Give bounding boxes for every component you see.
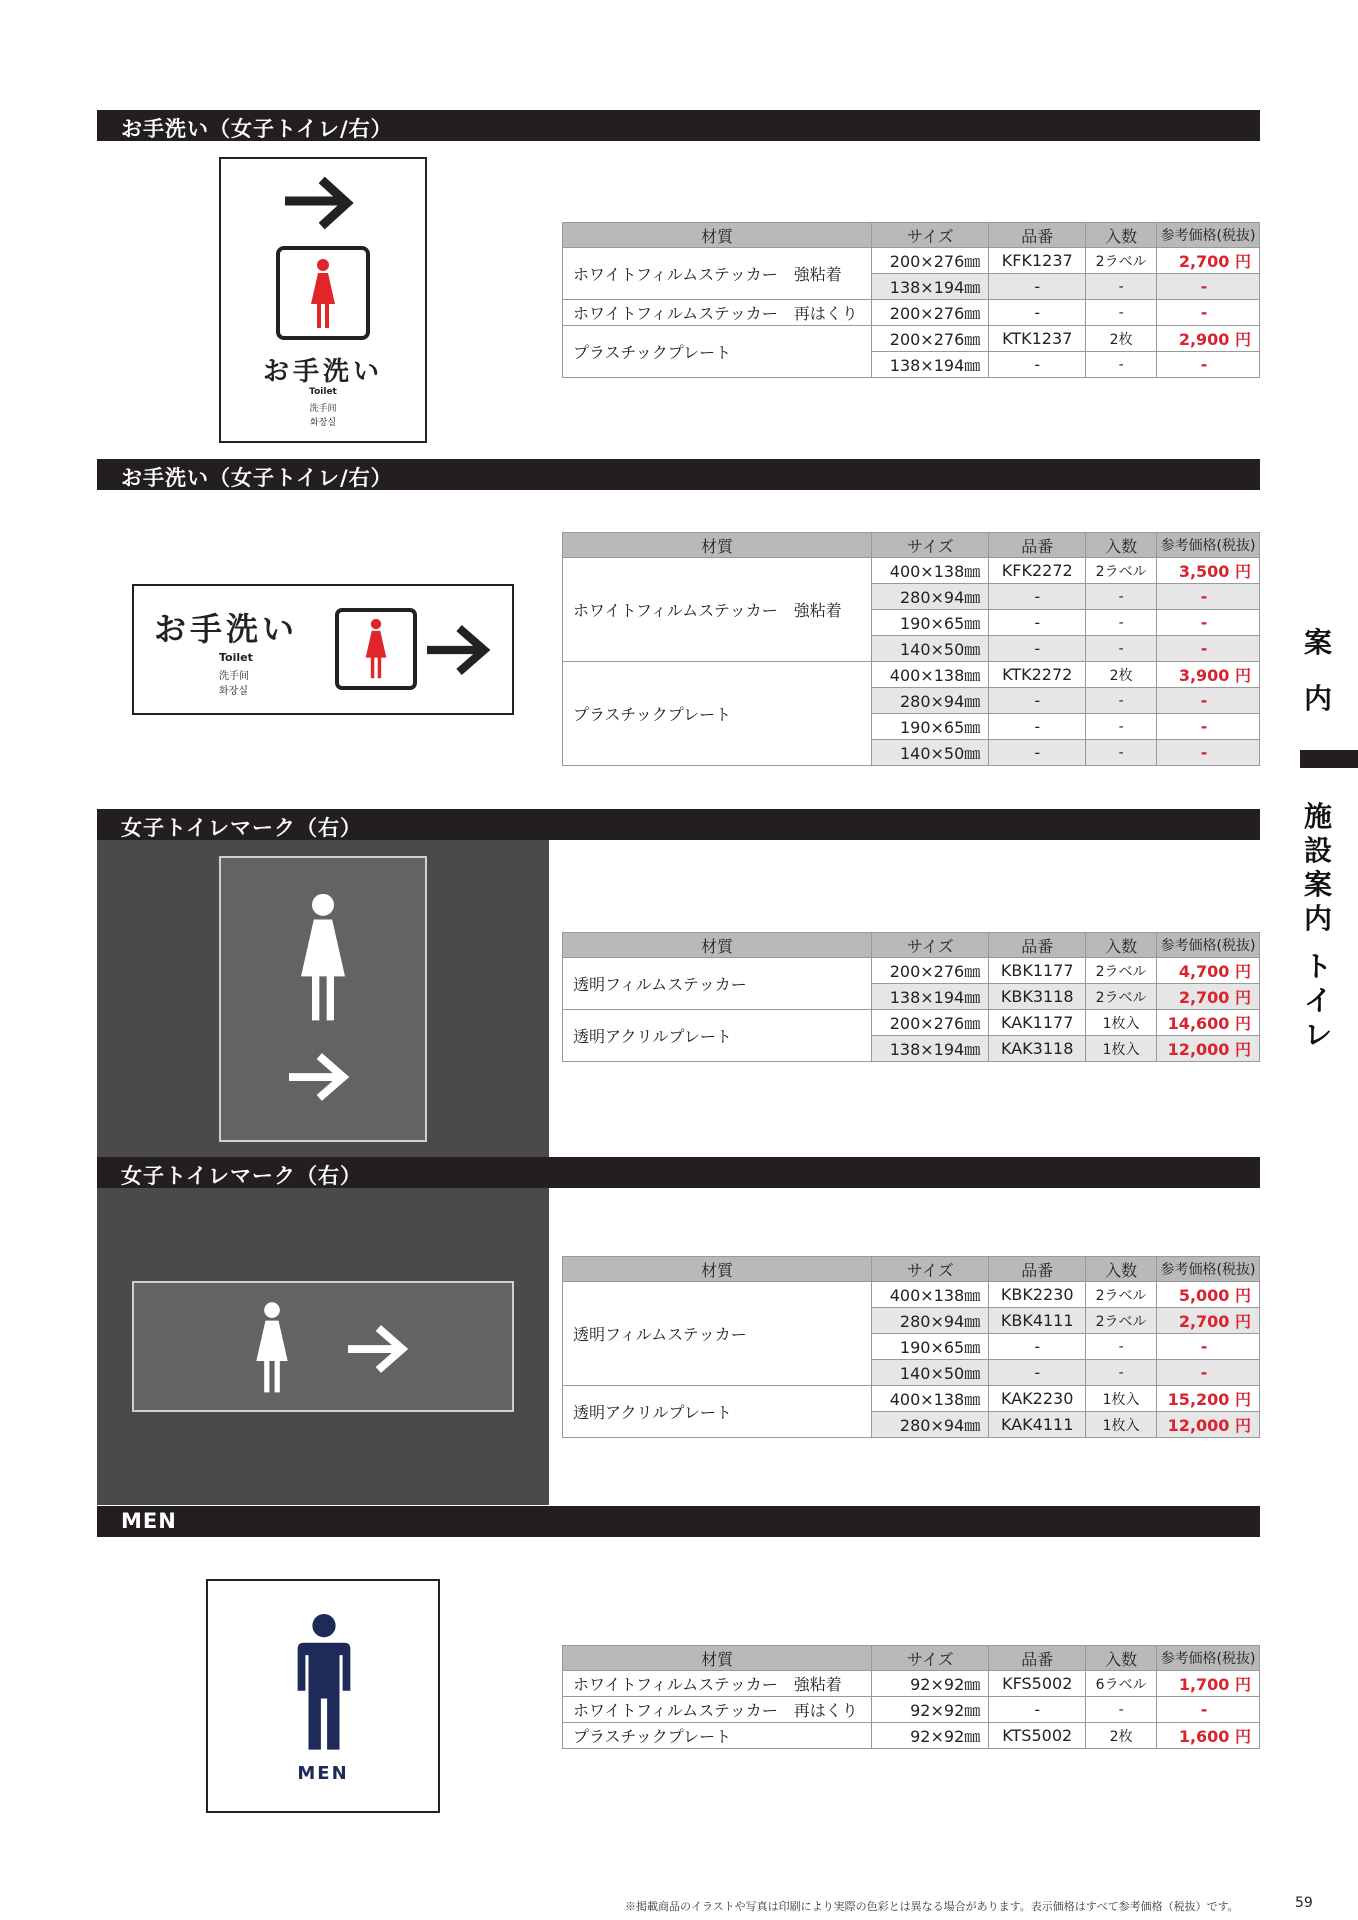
section-bar-5: MEN: [97, 1506, 1260, 1537]
price-table-3: [562, 932, 1260, 1062]
header-qty: 入数: [1086, 533, 1157, 558]
header-price: 参考価格(税抜): [1157, 933, 1260, 958]
female-icon: [308, 258, 338, 330]
header-material: 材質: [563, 533, 872, 558]
table-row: ホワイトフィルムステッカー 強粘着 400×138㎜ KFK2272 2ラベル 3,500 円: [563, 558, 1260, 584]
price-table-2: [562, 532, 1260, 766]
sign-image-4: [132, 1281, 514, 1412]
footer-note: ※掲載商品のイラストや写真は印刷により実際の色彩とは異なる場合があります。表示価格はすべて参考価格（税抜）です。: [625, 1900, 1239, 1913]
header-code: 品番: [989, 533, 1086, 558]
table-row: 透明フィルムステッカー 400×138㎜ KBK2230 2ラベル 5,000 円: [563, 1282, 1260, 1308]
female-icon: [363, 618, 389, 680]
table-row: プラスチックプレート 92×92㎜ KTS5002 2枚 1,600 円: [563, 1723, 1260, 1749]
side-index-top: 案 内: [1303, 626, 1332, 715]
table-row: 280×94㎜ KAK4111 1枚入 12,000 円: [563, 1412, 1260, 1438]
table-row: ホワイトフィルムステッカー 再はくり 92×92㎜ - - -: [563, 1697, 1260, 1723]
table-header-row: [563, 933, 1260, 958]
arrow-right-icon: [348, 1318, 418, 1380]
header-material: 材質: [563, 1646, 872, 1671]
header-price: 参考価格(税抜): [1157, 1646, 1260, 1671]
section-bar-4: 女子トイレマーク（右）: [97, 1157, 1260, 1188]
header-code: 品番: [989, 933, 1086, 958]
male-icon: [293, 1613, 355, 1753]
sign-main-text: MEN: [297, 1763, 349, 1784]
table-row: 138×194㎜ KBK3118 2ラベル 2,700 円: [563, 984, 1260, 1010]
table-row: プラスチックプレート 400×138㎜ KTK2272 2枚 3,900 円: [563, 662, 1260, 688]
arrow-right-icon: [289, 1046, 359, 1108]
table-row: 280×94㎜ - - -: [563, 688, 1260, 714]
sign-sub-text-1: Toilet: [309, 387, 337, 397]
table-row: 280×94㎜ KBK4111 2ラベル 2,700 円: [563, 1308, 1260, 1334]
header-price: 参考価格(税抜): [1157, 1257, 1260, 1282]
header-qty: 入数: [1086, 933, 1157, 958]
table-row: 280×94㎜ - - -: [563, 584, 1260, 610]
header-size: サイズ: [872, 933, 989, 958]
table-row: ホワイトフィルムステッカー 再はくり 200×276㎜ - - -: [563, 300, 1260, 326]
female-icon: [252, 1301, 292, 1395]
side-index-divider: [1300, 750, 1358, 768]
table-header-row: [563, 223, 1260, 248]
price-table-5: [562, 1645, 1260, 1749]
sign-image-1: [219, 157, 427, 443]
arrow-right-icon: [285, 171, 365, 241]
header-code: 品番: [989, 1257, 1086, 1282]
female-icon: [293, 892, 353, 1024]
sign-sub-text-2: 洗手间: [309, 404, 337, 414]
section-bar-2: お手洗い（女子トイレ/右）: [97, 459, 1260, 490]
table-row: 140×50㎜ - - -: [563, 636, 1260, 662]
table-row: プラスチックプレート 200×276㎜ KTK1237 2枚 2,900 円: [563, 326, 1260, 352]
table-row: 透明アクリルプレート 400×138㎜ KAK2230 1枚入 15,200 円: [563, 1386, 1260, 1412]
sign-sub-text-3: 화장실: [219, 686, 248, 697]
page-number: 59: [1295, 1895, 1313, 1911]
header-size: サイズ: [872, 223, 989, 248]
table-row: 138×194㎜ KAK3118 1枚入 12,000 円: [563, 1036, 1260, 1062]
table-row: ホワイトフィルムステッカー 強粘着 200×276㎜ KFK1237 2ラベル 2,700 円: [563, 248, 1260, 274]
table-header-row: [563, 1646, 1260, 1671]
female-icon-box: [335, 608, 417, 690]
table-row: 138×194㎜ - - -: [563, 352, 1260, 378]
sign-main-text: お手洗い: [262, 357, 383, 387]
sign-main-text: お手洗い: [154, 610, 299, 648]
table-row: 138×194㎜ - - -: [563, 274, 1260, 300]
sign-image-5: [206, 1579, 440, 1813]
female-icon-box: [276, 246, 370, 340]
table-row: ホワイトフィルムステッカー 強粘着 92×92㎜ KFS5002 6ラベル 1,700 円: [563, 1671, 1260, 1697]
table-row: 透明アクリルプレート 200×276㎜ KAK1177 1枚入 14,600 円: [563, 1010, 1260, 1036]
sign-sub-text-1: Toilet: [219, 651, 253, 664]
sign-image-3: [219, 856, 427, 1142]
table-header-row: [563, 1257, 1260, 1282]
price-table-1: [562, 222, 1260, 378]
side-index-bottom: 施 設 案 内 ト イ レ: [1303, 800, 1332, 1051]
header-material: 材質: [563, 933, 872, 958]
section-bar-3: 女子トイレマーク（右）: [97, 809, 1260, 840]
header-material: 材質: [563, 1257, 872, 1282]
table-header-row: [563, 533, 1260, 558]
sign-sub-text-3: 화장실: [309, 418, 337, 428]
section-bar-1: お手洗い（女子トイレ/右）: [97, 110, 1260, 141]
header-material: 材質: [563, 223, 872, 248]
table-row: 140×50㎜ - - -: [563, 740, 1260, 766]
table-row: 190×65㎜ - - -: [563, 1334, 1260, 1360]
price-table-4: [562, 1256, 1260, 1438]
sign-sub-text-2: 洗手间: [219, 671, 249, 682]
table-row: 190×65㎜ - - -: [563, 714, 1260, 740]
header-size: サイズ: [872, 1257, 989, 1282]
sign-image-2: [132, 584, 514, 715]
header-code: 品番: [989, 223, 1086, 248]
header-qty: 入数: [1086, 1257, 1157, 1282]
header-size: サイズ: [872, 533, 989, 558]
table-row: 透明フィルムステッカー 200×276㎜ KBK1177 2ラベル 4,700 円: [563, 958, 1260, 984]
header-price: 参考価格(税抜): [1157, 533, 1260, 558]
header-size: サイズ: [872, 1646, 989, 1671]
header-price: 参考価格(税抜): [1157, 223, 1260, 248]
table-row: 190×65㎜ - - -: [563, 610, 1260, 636]
header-code: 品番: [989, 1646, 1086, 1671]
arrow-right-icon: [427, 618, 501, 682]
header-qty: 入数: [1086, 223, 1157, 248]
table-row: 140×50㎜ - - -: [563, 1360, 1260, 1386]
header-qty: 入数: [1086, 1646, 1157, 1671]
